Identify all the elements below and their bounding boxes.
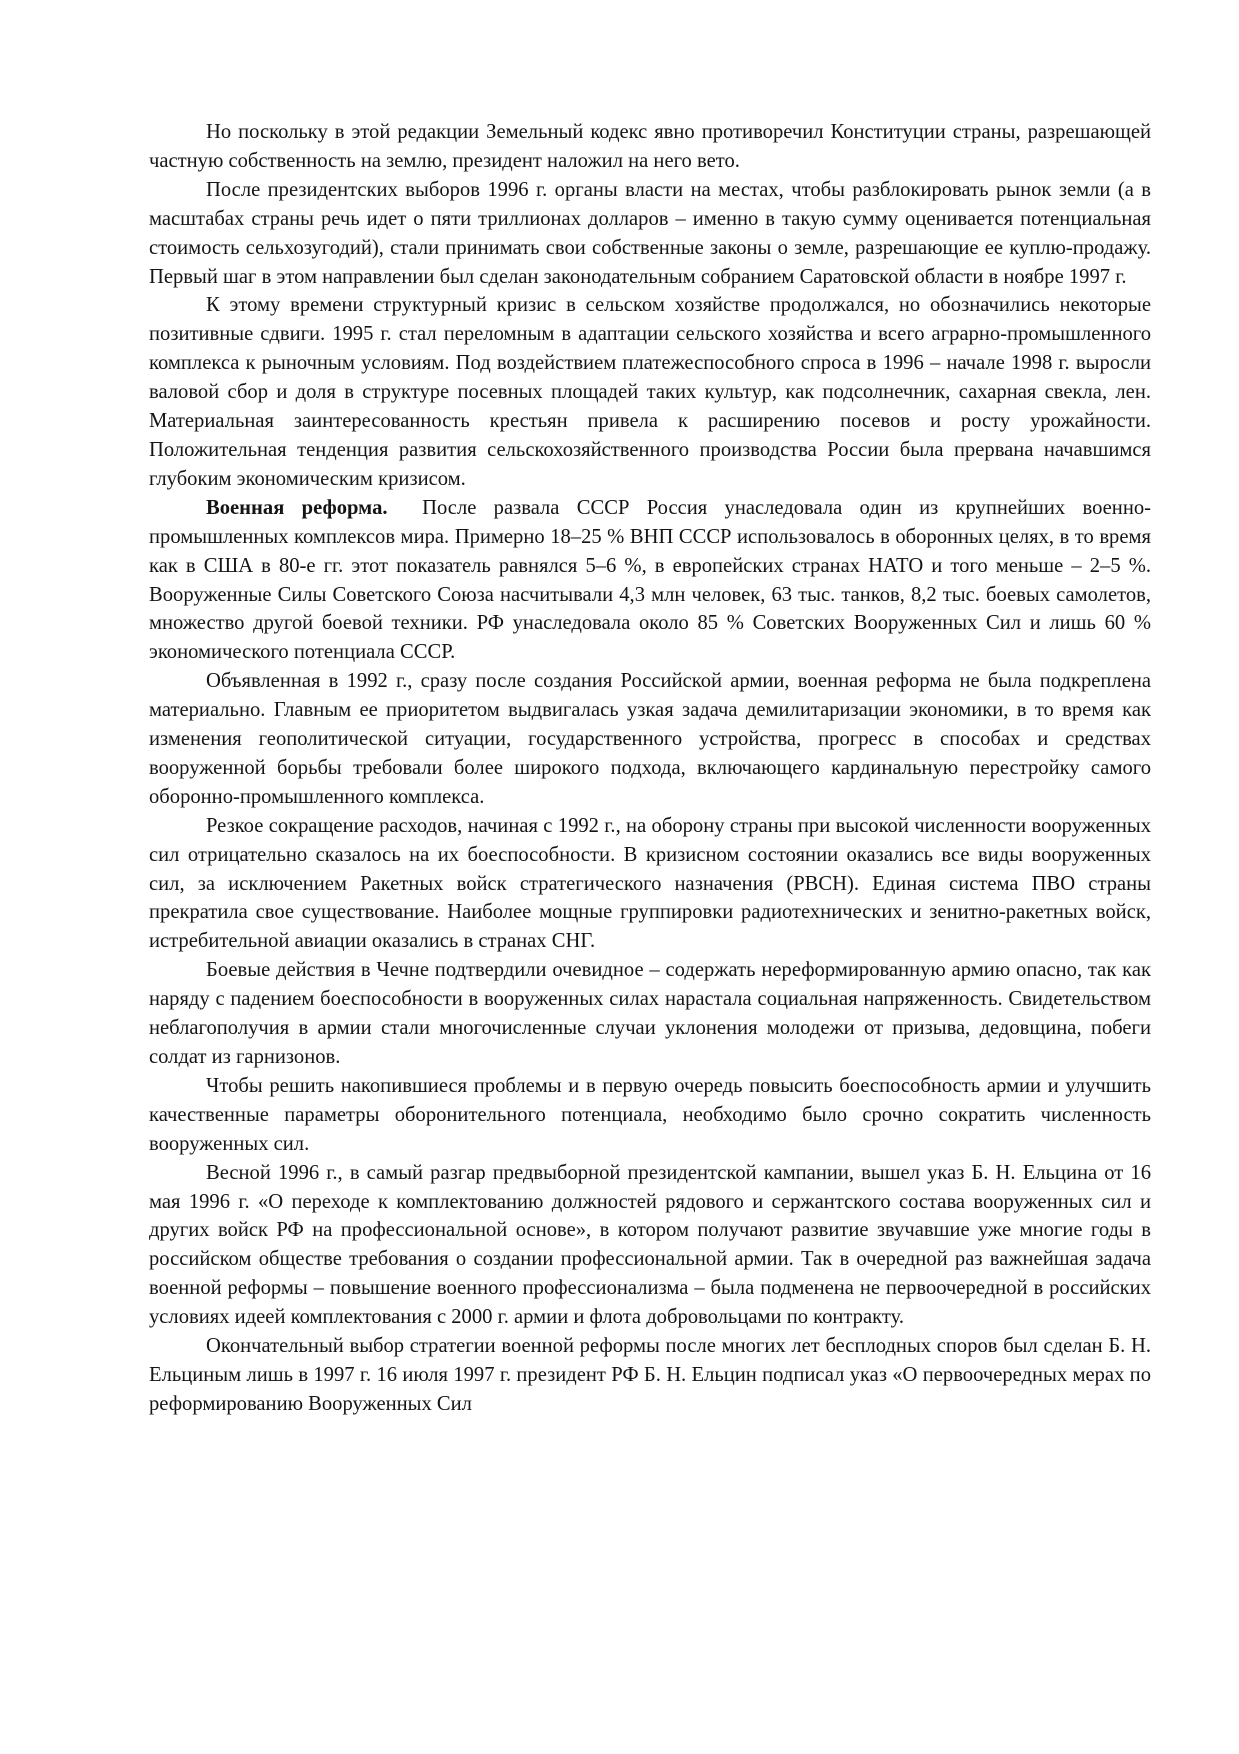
paragraph-text: После развала СССР Россия унаследовала один из крупнейших военно-промышленных комплексов мира. Примерно 18–25 % ВНП СССР использовалось в оборонных целях, в то время как в США в 80-е гг. этот показатель равнялся 5–6 %, в европейских странах НАТО и того меньше – 2–5 %. Вооруженные Силы Советского Союза насчитывали 4,3 млн человек, 63 тыс. танков, 8,2 тыс. боевых самолетов, множество другой боевой техники. РФ унаследовала около 85 % Советских Вооруженных Сил и лишь 60 % экономического потенциала СССР.	[149, 496, 1152, 664]
paragraph-text: Объявленная в 1992 г., сразу после создания Российской армии, военная реформа не была подкреплена материально. Главным ее приоритетом выдвигалась узкая задача демилитаризации экономики, в то время как изменения геополитической ситуации, государственного устройства, прогресс в способах и средствах вооруженной борьбы требовали более широкого подхода, включающего кардинальную перестройку самого оборонно-промышленного комплекса.	[149, 670, 1151, 808]
paragraph-reform-1992	[149, 667, 1151, 812]
paragraph-text: Окончательный выбор стратегии военной реформы после многих лет бесплодных споров был сделан Б. Н. Ельциным лишь в 1997 г. 16 июля 1997 г. президент РФ Б. Н. Ельцин подписал указ «О первоочередных мерах по реформированию Вооруженных Сил	[149, 1335, 1151, 1415]
section-heading: Военная реформа.	[206, 496, 388, 519]
paragraph-agriculture-crisis	[149, 291, 1151, 493]
paragraph-land-market	[149, 176, 1151, 292]
paragraph-decree-1996	[149, 1159, 1151, 1332]
paragraph-decree-1997	[149, 1332, 1151, 1419]
paragraph-land-code-veto	[149, 118, 1151, 176]
paragraph-text: Но поскольку в этой редакции Земельный кодекс явно противоречил Конституции страны, разрешающей частную собственность на землю, президент наложил на него вето.	[149, 121, 1151, 172]
document-page	[149, 118, 1151, 1419]
paragraph-troop-reduction	[149, 1072, 1151, 1159]
paragraph-budget-cuts	[149, 812, 1151, 957]
paragraph-text: Чтобы решить накопившиеся проблемы и в первую очередь повысить боеспособность армии и улучшить качественные параметры оборонительного потенциала, необходимо было срочно сократить численность вооруженных сил.	[149, 1074, 1151, 1155]
paragraph-text: Боевые действия в Чечне подтвердили очевидное – содержать нереформированную армию опасно, так как наряду с падением боеспособности в вооруженных силах нарастала социальная напряженность. Свидетельством неблагополучия в армии стали многочисленные случаи уклонения молодежи от призыва, дедовщина, побеги солдат из гарнизонов.	[149, 959, 1151, 1068]
paragraph-text: Весной 1996 г., в самый разгар предвыборной президентской кампании, вышел указ Б. Н. Ельцина от 16 мая 1996 г. «О переходе к комплектованию должностей рядового и сержантского состава вооруженных сил и других войск РФ на профессиональной основе», в котором получают развитие звучавшие уже многие годы в российском обществе требования о создании профессиональной армии. Так в очередной раз важнейшая задача военной реформы – повышение военного профессионализма – была подменена не первоочередной в российских условиях идеей комплектования с 2000 г. армии и флота добровольцами по контракту.	[149, 1161, 1151, 1329]
paragraph-chechnya	[149, 956, 1151, 1072]
paragraph-text: К этому времени структурный кризис в сельском хозяйстве продолжался, но обозначились некоторые позитивные сдвиги. 1995 г. стал переломным в адаптации сельского хозяйства и всего аграрно-промышленного комплекса к рыночным условиям. Под воздействием платежеспособного спроса в 1996 – начале 1998 г. выросли валовой сбор и доля в структуре посевных площадей таких культур, как подсолнечник, сахарная свекла, лен. Материальная заинтересованность крестьян привела к расширению посевов и росту урожайности. Положительная тенденция развития сельскохозяйственного производства России была прервана начавшимся глубоким экономическим кризисом.	[149, 294, 1151, 490]
paragraph-text: После президентских выборов 1996 г. органы власти на местах, чтобы разблокировать рынок земли (а в масштабах страны речь идет о пяти триллионах долларов – именно в такую сумму оценивается потенциальная стоимость сельхозугодий), стали принимать свои собственные законы о земле, разрешающие ее куплю-продажу. Первый шаг в этом направлении был сделан законодательным собранием Саратовской области в ноябре 1997 г.	[149, 178, 1151, 288]
paragraph-text: Резкое сокращение расходов, начиная с 1992 г., на оборону страны при высокой численности вооруженных сил отрицательно сказалось на их боеспособности. В кризисном состоянии оказались все виды вооруженных сил, за исключением Ракетных войск стратегического назначения (РВСН). Единая система ПВО страны прекратила свое существование. Наиболее мощные группировки радиотехнических и зенитно-ракетных войск, истребительной авиации оказались в странах СНГ.	[149, 814, 1151, 953]
paragraph-military-reform	[149, 494, 1151, 667]
